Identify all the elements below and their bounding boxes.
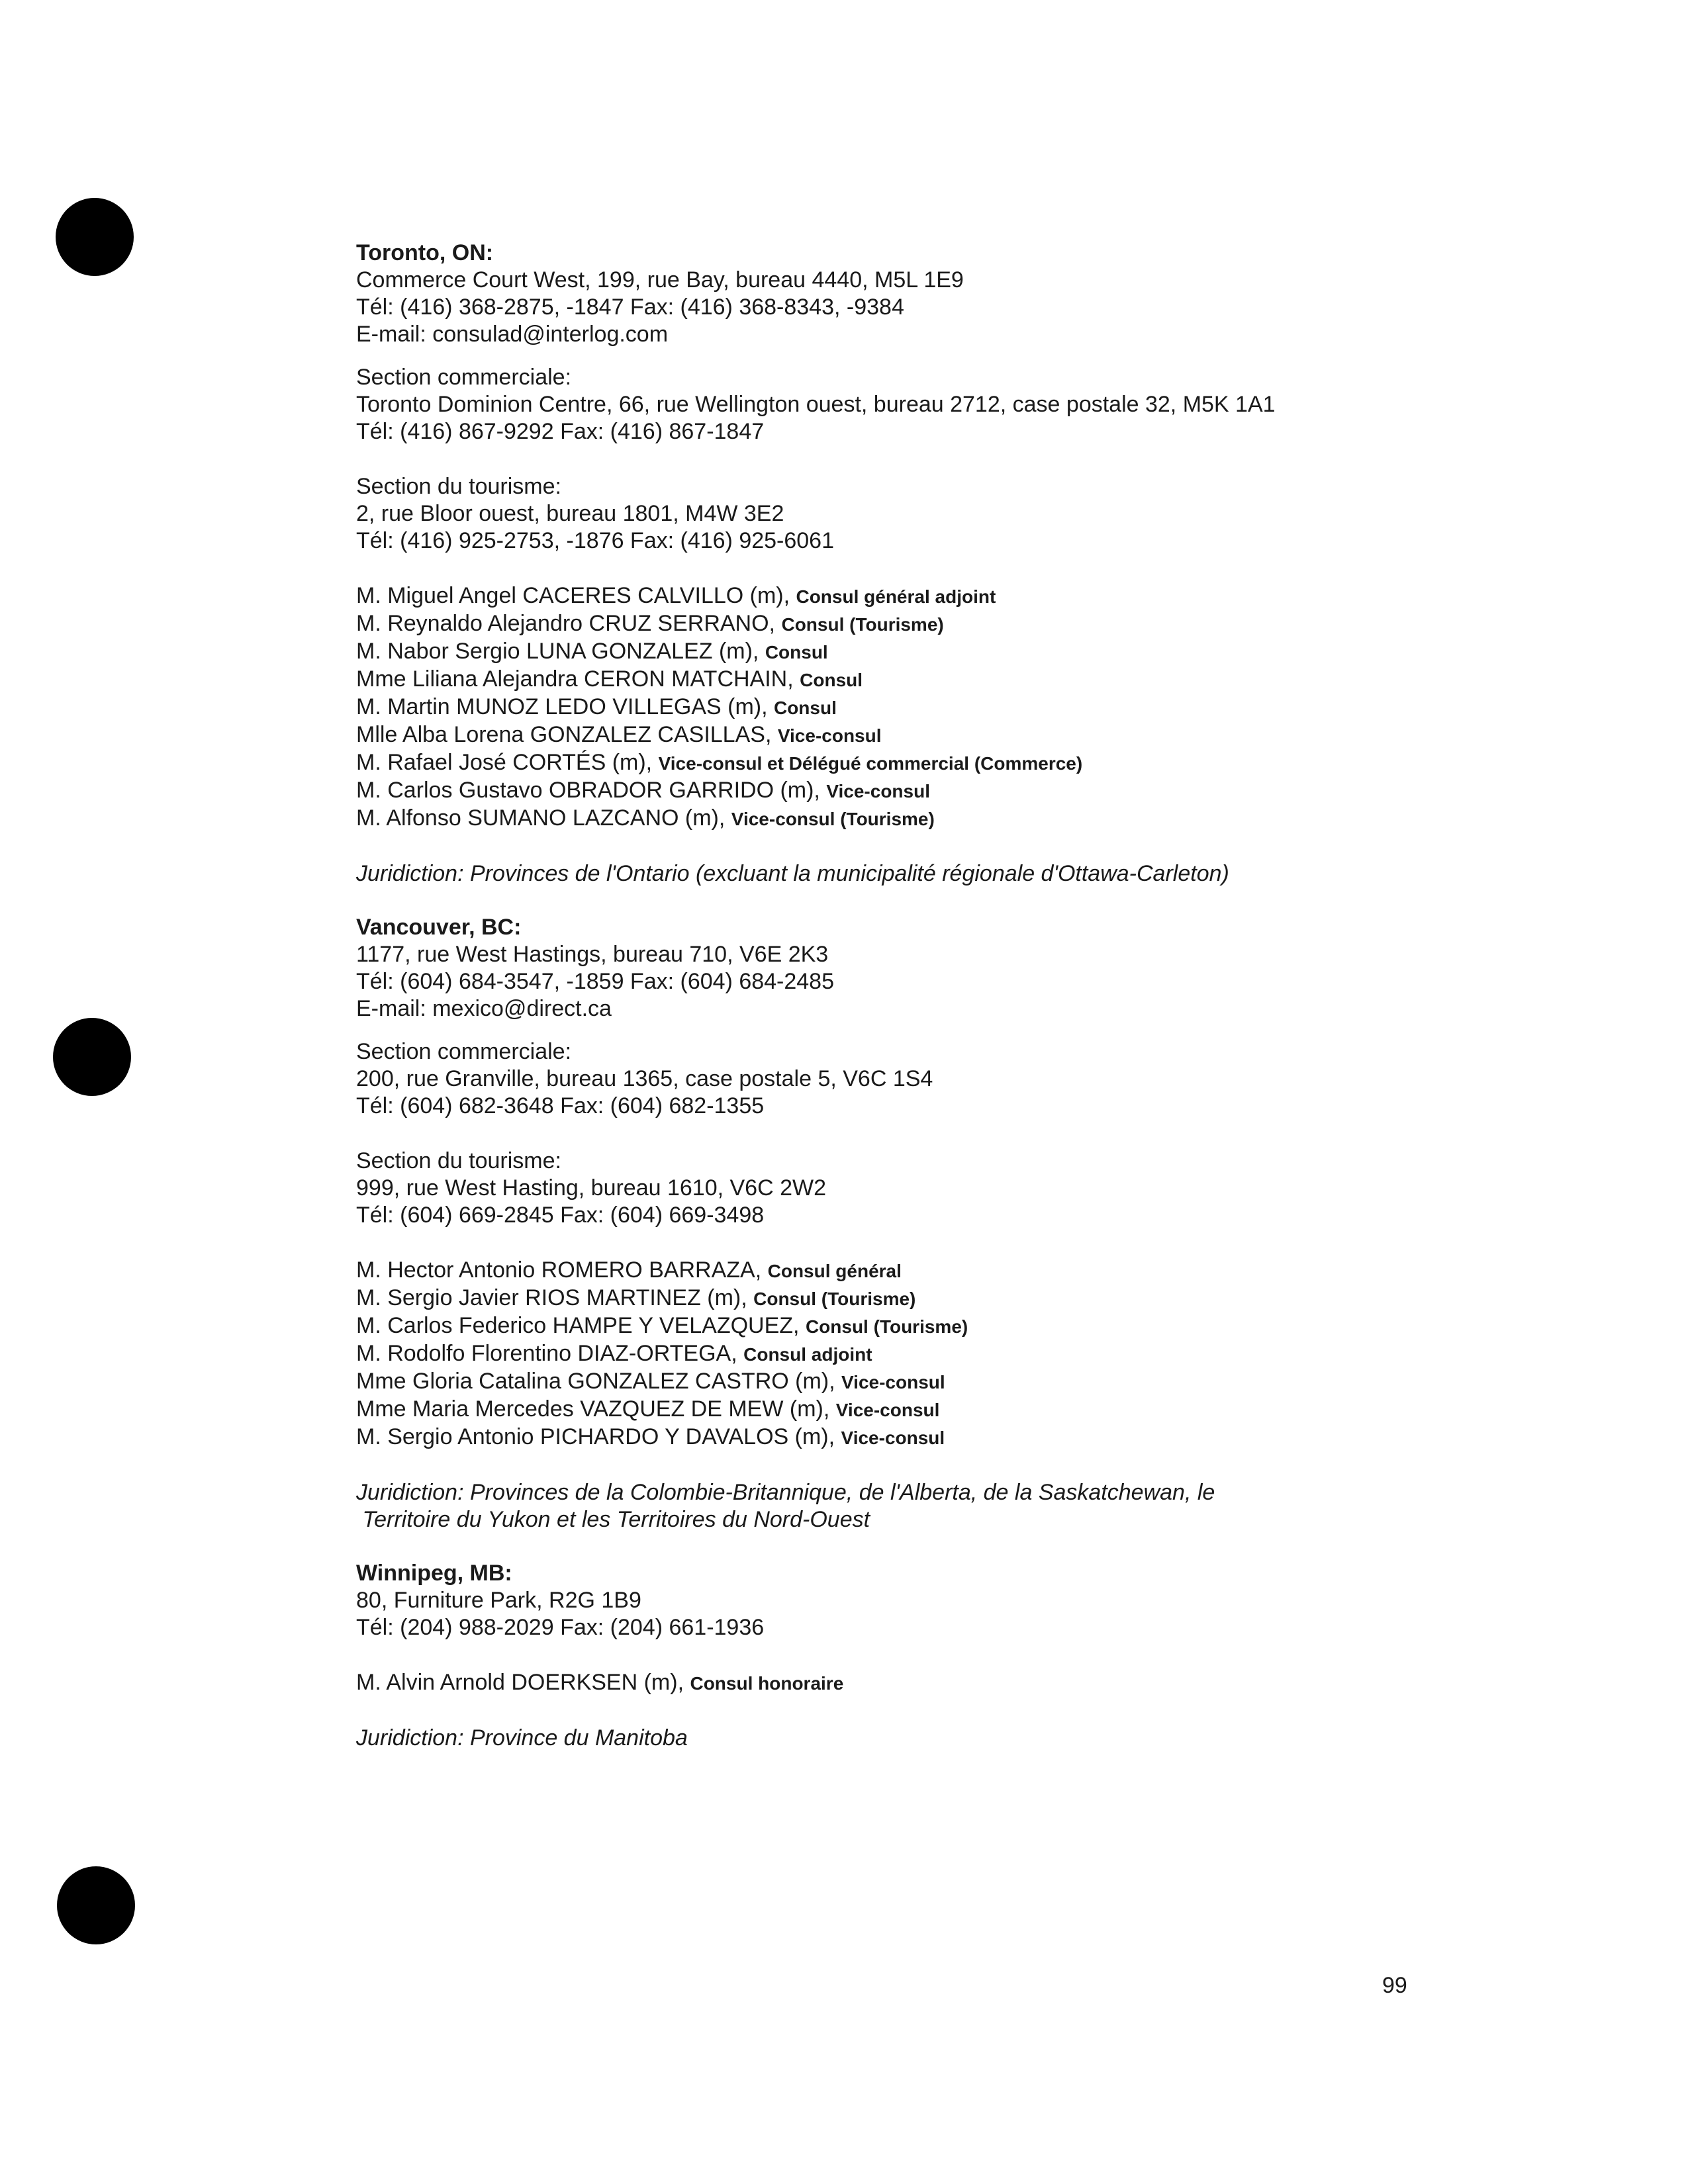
office-phone-fax: Tél: (204) 988-2029 Fax: (204) 661-1936 (356, 1615, 765, 1640)
staff-name: M. Nabor Sergio LUNA GONZALEZ (m), (356, 639, 759, 664)
staff-list (356, 1257, 1587, 1451)
binder-hole-bottom (57, 1866, 135, 1944)
office-phone-fax: Tél: (416) 368-2875, -1847 Fax: (416) 368-8343, -9384 (356, 295, 904, 320)
staff-name: M. Alfonso SUMANO LAZCANO (m), (356, 805, 726, 831)
staff-name: M. Hector Antonio ROMERO BARRAZA, (356, 1257, 762, 1283)
staff-name: M. Sergio Javier RIOS MARTINEZ (m), (356, 1285, 747, 1310)
staff-name: Mlle Alba Lorena GONZALEZ CASILLAS, (356, 722, 772, 747)
staff-role: Vice-consul (826, 781, 930, 801)
staff-name: M. Martin MUNOZ LEDO VILLEGAS (m), (356, 694, 768, 719)
staff-role: Vice-consul (841, 1372, 945, 1392)
staff-entry (356, 1257, 1587, 1285)
staff-entry (356, 1285, 1587, 1312)
commercial-section-label: Section commerciale: (356, 1039, 572, 1064)
staff-role: Consul honoraire (690, 1673, 844, 1694)
tourism-section-phone: Tél: (416) 925-2753, -1876 Fax: (416) 925-6061 (356, 528, 835, 553)
staff-role: Consul (Tourisme) (781, 614, 944, 635)
binder-hole-middle (53, 1018, 131, 1096)
tourism-section-label: Section du tourisme: (356, 1148, 561, 1173)
staff-name: Mme Maria Mercedes VAZQUEZ DE MEW (m), (356, 1396, 830, 1422)
office-address: 80, Furniture Park, R2G 1B9 (356, 1588, 641, 1613)
staff-name: M. Reynaldo Alejandro CRUZ SERRANO, (356, 611, 776, 636)
office-address: Commerce Court West, 199, rue Bay, bureau 4440, M5L 1E9 (356, 267, 964, 293)
staff-entry (356, 638, 1587, 666)
staff-role: Vice-consul et Délégué commercial (Commerce) (658, 753, 1083, 774)
consulate-listing (356, 240, 1587, 1752)
staff-entry (356, 721, 1587, 749)
staff-entry (356, 749, 1587, 777)
staff-entry (356, 1424, 1587, 1451)
commercial-section-address: Toronto Dominion Centre, 66, rue Wellington ouest, bureau 2712, case postale 32, M5K 1A1 (356, 392, 1276, 417)
commercial-section-phone: Tél: (416) 867-9292 Fax: (416) 867-1847 (356, 419, 765, 444)
staff-name: Mme Liliana Alejandra CERON MATCHAIN, (356, 666, 794, 692)
staff-name: M. Miguel Angel CACERES CALVILLO (m), (356, 583, 790, 608)
commercial-section-phone: Tél: (604) 682-3648 Fax: (604) 682-1355 (356, 1093, 765, 1118)
city-heading: Toronto, ON: (356, 240, 494, 265)
staff-role: Consul (Tourisme) (805, 1316, 968, 1337)
staff-entry (356, 666, 1587, 694)
staff-list (356, 582, 1587, 833)
staff-entry (356, 777, 1587, 805)
staff-name: M. Alvin Arnold DOERKSEN (m), (356, 1670, 684, 1695)
staff-role: Vice-consul (841, 1428, 945, 1448)
staff-role: Consul général adjoint (796, 586, 996, 607)
tourism-section-label: Section du tourisme: (356, 474, 561, 499)
jurisdiction-note: Juridiction: Province du Manitoba (356, 1725, 688, 1751)
staff-name: M. Rodolfo Florentino DIAZ-ORTEGA, (356, 1341, 737, 1366)
jurisdiction-note: Juridiction: Provinces de l'Ontario (excluant la municipalité régionale d'Ottawa-Carleton) (356, 861, 1229, 886)
staff-entry (356, 1340, 1587, 1368)
staff-list (356, 1669, 1587, 1697)
staff-name: Mme Gloria Catalina GONZALEZ CASTRO (m), (356, 1369, 835, 1394)
office-email: E-mail: consulad@interlog.com (356, 322, 669, 347)
page-number: 99 (1382, 1973, 1407, 1998)
staff-entry (356, 1312, 1587, 1340)
staff-entry (356, 1669, 1587, 1697)
consulate-toronto (356, 240, 1587, 887)
city-heading: Vancouver, BC: (356, 915, 522, 940)
city-heading: Winnipeg, MB: (356, 1561, 512, 1586)
consulate-vancouver (356, 914, 1587, 1533)
staff-role: Consul (765, 642, 828, 662)
office-phone-fax: Tél: (604) 684-3547, -1859 Fax: (604) 684-2485 (356, 969, 835, 994)
consulate-winnipeg (356, 1560, 1587, 1752)
commercial-section-label: Section commerciale: (356, 365, 572, 390)
tourism-section-address: 2, rue Bloor ouest, bureau 1801, M4W 3E2 (356, 501, 784, 526)
staff-entry (356, 805, 1587, 833)
office-email: E-mail: mexico@direct.ca (356, 996, 612, 1021)
staff-role: Consul adjoint (743, 1344, 872, 1365)
staff-name: M. Rafael José CORTÉS (m), (356, 750, 653, 775)
staff-name: M. Carlos Gustavo OBRADOR GARRIDO (m), (356, 778, 820, 803)
jurisdiction-note-line-2: Territoire du Yukon et les Territoires du Nord-Ouest (356, 1507, 870, 1532)
staff-entry (356, 1396, 1587, 1424)
staff-entry (356, 582, 1587, 610)
commercial-section-address: 200, rue Granville, bureau 1365, case postale 5, V6C 1S4 (356, 1066, 933, 1091)
staff-role: Consul (Tourisme) (753, 1289, 916, 1309)
tourism-section-phone: Tél: (604) 669-2845 Fax: (604) 669-3498 (356, 1203, 765, 1228)
staff-role: Vice-consul (835, 1400, 940, 1420)
binder-hole-top (56, 198, 134, 276)
staff-role: Vice-consul (Tourisme) (731, 809, 935, 829)
jurisdiction-note-line-1: Juridiction: Provinces de la Colombie-Britannique, de l'Alberta, de la Saskatchewan, le (356, 1480, 1215, 1505)
staff-role: Vice-consul (777, 725, 882, 746)
staff-role: Consul (773, 698, 837, 718)
staff-role: Consul général (767, 1261, 902, 1281)
tourism-section-address: 999, rue West Hasting, bureau 1610, V6C 2W2 (356, 1175, 826, 1201)
staff-entry (356, 694, 1587, 721)
staff-entry (356, 1368, 1587, 1396)
staff-entry (356, 610, 1587, 638)
staff-role: Consul (800, 670, 863, 690)
staff-name: M. Sergio Antonio PICHARDO Y DAVALOS (m), (356, 1424, 835, 1449)
staff-name: M. Carlos Federico HAMPE Y VELAZQUEZ, (356, 1313, 800, 1338)
office-address: 1177, rue West Hastings, bureau 710, V6E 2K3 (356, 942, 829, 967)
